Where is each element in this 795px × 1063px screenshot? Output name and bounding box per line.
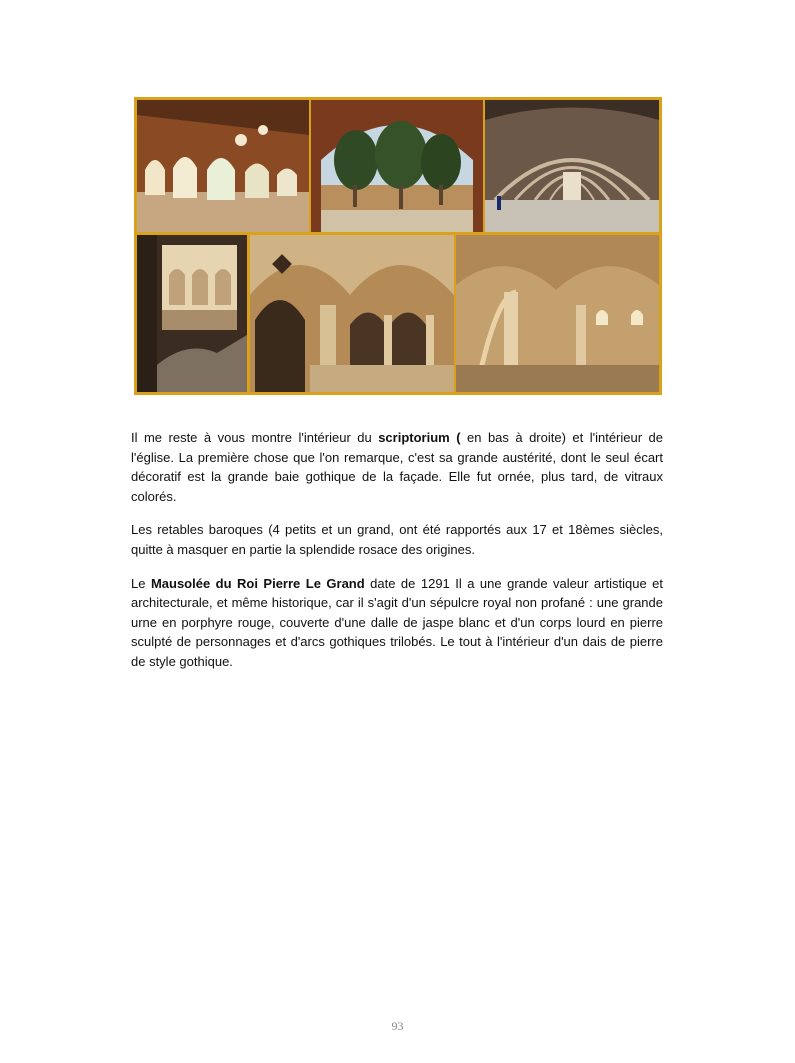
paragraph-scriptorium <box>131 428 663 506</box>
photo-upper-cloister <box>137 235 247 392</box>
photo-cloister-gallery <box>137 100 309 232</box>
paragraph-retables <box>131 520 663 559</box>
text-run: Il me reste à vous montre l'intérieur du <box>131 430 379 445</box>
page-number: 93 <box>391 1019 404 1033</box>
bold-term-mausoleum: Mausolée du Roi Pierre Le Grand <box>150 575 365 591</box>
photo-gothic-arcade <box>250 235 454 392</box>
photo-dormitory-vaults <box>485 100 659 232</box>
bold-term-scriptorium: scriptorium ( <box>378 430 461 445</box>
photo-cloister-arch-garden <box>311 100 483 232</box>
text-run: Les retables baroques (4 petits et un grand, ont été rapportés aux 17 et 18èmes siècles, quitte à masquer en partie la splendide rosace des origines. <box>131 522 663 557</box>
body-text <box>131 428 663 686</box>
text-run: Le <box>131 575 151 591</box>
paragraph-mausoleum <box>131 574 663 672</box>
text-run: en bas à droite) et l'intérieur de l'église. La première chose que l'on remarque, c'est sa grande austérité, dont le seul écart décoratif est la grande baie gothique de la façade. Elle fut ornée, plus tard, de vitraux colorés. <box>131 430 663 504</box>
photo-collage <box>134 97 662 395</box>
text-run: date de 1291 Il a une grande valeur artistique et architecturale, et même historique, car il s'agit d'un sépulcre royal non profané : une grande urne en porphyre rouge, couverte d'une dalle de jaspe blanc et d'un corps lourd en pierre sculpté de personnages et d'arcs gothiques trilobés. Le tout à l'intérieur d'un dais de pierre de style gothique. <box>131 575 663 669</box>
photo-scriptorium <box>456 235 659 392</box>
